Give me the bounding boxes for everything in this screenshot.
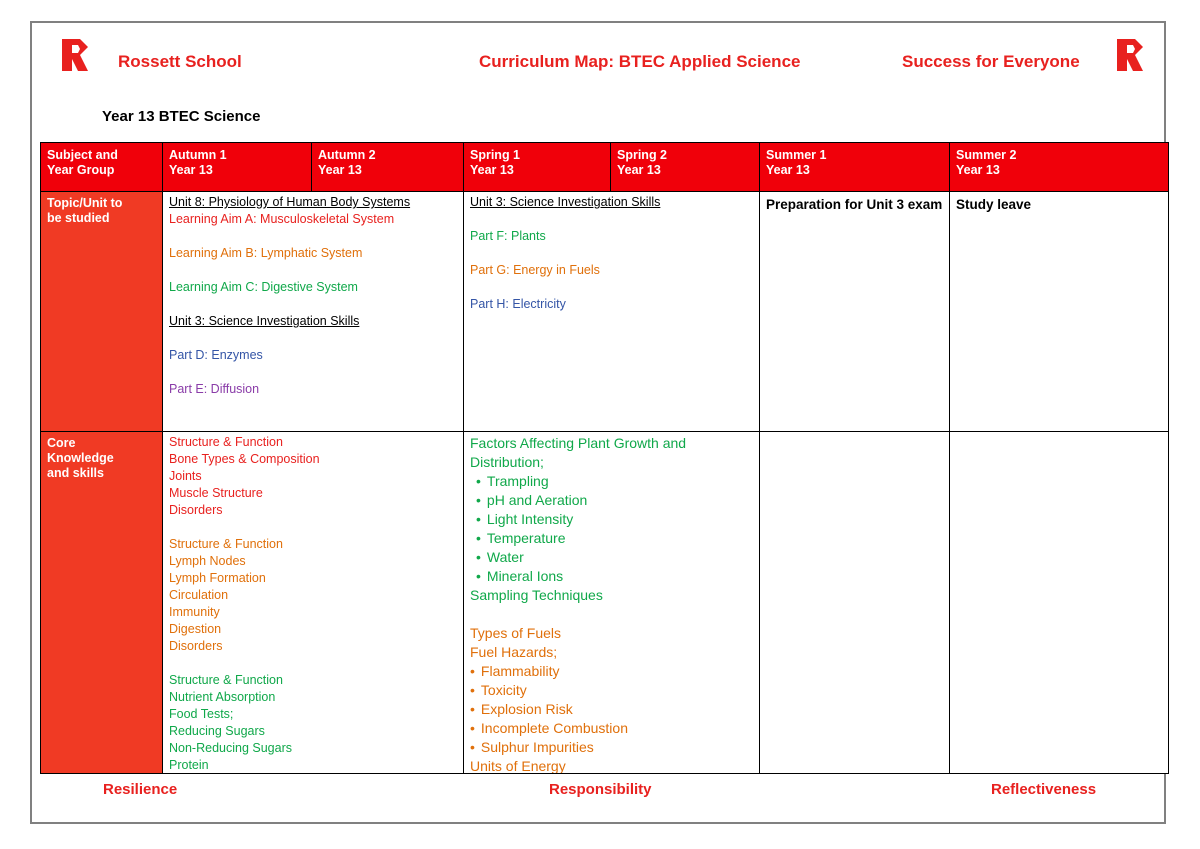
list-item: Disorders: [169, 503, 223, 517]
footer-responsibility: Responsibility: [549, 781, 652, 798]
list-item: • Trampling: [476, 472, 753, 491]
part-d: Part D: Enzymes: [169, 348, 263, 362]
list-item: • Sulphur Impurities: [470, 738, 753, 757]
part-g: Part G: Energy in Fuels: [470, 263, 600, 277]
plant-factor-list: [470, 472, 753, 586]
topic-summer-2: Study leave: [949, 191, 1169, 432]
list-item: • Incomplete Combustion: [470, 719, 753, 738]
footer-resilience: Resilience: [103, 781, 178, 798]
digestive-list: [169, 672, 457, 774]
core-summer-1: [759, 431, 950, 774]
page-title: Curriculum Map: BTEC Applied Science: [479, 52, 801, 71]
topic-summer-1: Preparation for Unit 3 exam: [759, 191, 950, 432]
core-spring: Factors Affecting Plant Growth and Distribution; • Trampling • pH and Aeration • Light Intensity • Temperature • Water • Mineral Ions Sampling Techniques Types of Fuels Fuel Hazards; • Flammability • Toxicity • Explosion Risk • Incomplete Combustion • Sulphur Impurities Units of Energy: [463, 431, 760, 774]
unit-8-title: Unit 8: Physiology of Human Body Systems: [169, 195, 411, 209]
list-item: Circulation: [169, 588, 229, 602]
list-item: Immunity: [169, 605, 220, 619]
school-name: Rossett School: [118, 52, 242, 71]
list-item: Protein: [169, 758, 209, 772]
header-autumn-2: Autumn 2 Year 13: [311, 142, 464, 192]
list-item: Structure & Function: [169, 537, 283, 551]
core-summer-2: [949, 431, 1169, 774]
list-item: Disorders: [169, 639, 223, 653]
topic-autumn: [162, 191, 464, 432]
core-autumn: [162, 431, 464, 774]
list-item: • Temperature: [476, 529, 753, 548]
learning-aim-b: Learning Aim B: Lymphatic System: [169, 246, 363, 260]
fuel-hazard-list: [470, 662, 753, 757]
part-e: Part E: Diffusion: [169, 382, 260, 396]
part-h: Part H: Electricity: [470, 297, 566, 311]
list-item: Lymph Nodes: [169, 554, 246, 568]
list-item: Non-Reducing Sugars: [169, 741, 292, 755]
topic-spring: [463, 191, 760, 432]
list-item: • pH and Aeration: [476, 491, 753, 510]
list-item: • Water: [476, 548, 753, 567]
lymphatic-list: [169, 536, 457, 655]
header-summer-2: Summer 2 Year 13: [949, 142, 1169, 192]
spring-unit-3-title: Unit 3: Science Investigation Skills: [470, 195, 661, 209]
school-logo-right-icon: [1115, 37, 1145, 73]
curriculum-table: [40, 142, 1169, 774]
list-item: Nutrient Absorption: [169, 690, 276, 704]
unit-3-title: Unit 3: Science Investigation Skills: [169, 314, 360, 328]
school-logo-icon: [60, 37, 90, 73]
list-item: • Light Intensity: [476, 510, 753, 529]
list-item: Reducing Sugars: [169, 724, 265, 738]
learning-aim-c: Learning Aim C: Digestive System: [169, 280, 358, 294]
list-item: Digestion: [169, 622, 222, 636]
list-item: • Flammability: [470, 662, 753, 681]
list-item: • Toxicity: [470, 681, 753, 700]
part-f: Part F: Plants: [470, 229, 546, 243]
list-item: Joints: [169, 469, 202, 483]
header-summer-1: Summer 1 Year 13: [759, 142, 950, 192]
learning-aim-a: Learning Aim A: Musculoskeletal System: [169, 212, 395, 226]
list-item: Bone Types & Composition: [169, 452, 320, 466]
list-item: Food Tests;: [169, 707, 234, 721]
list-item: Lymph Formation: [169, 571, 266, 585]
school-motto: Success for Everyone: [902, 52, 1080, 71]
list-item: • Explosion Risk: [470, 700, 753, 719]
list-item: Muscle Structure: [169, 486, 263, 500]
year-subtitle: Year 13 BTEC Science: [102, 108, 261, 125]
footer-reflectiveness: Reflectiveness: [991, 781, 1097, 798]
list-item: Structure & Function: [169, 673, 283, 687]
header-autumn-1: Autumn 1 Year 13: [162, 142, 312, 192]
header-spring-1: Spring 1 Year 13: [463, 142, 611, 192]
list-item: Structure & Function: [169, 435, 283, 449]
musculoskeletal-list: [169, 434, 457, 519]
header-subject: Subject and Year Group: [40, 142, 163, 192]
row-label-core: Core Knowledge and skills: [40, 431, 163, 774]
header-spring-2: Spring 2 Year 13: [610, 142, 760, 192]
row-label-topic: Topic/Unit to be studied: [40, 191, 163, 432]
list-item: • Mineral Ions: [476, 567, 753, 586]
